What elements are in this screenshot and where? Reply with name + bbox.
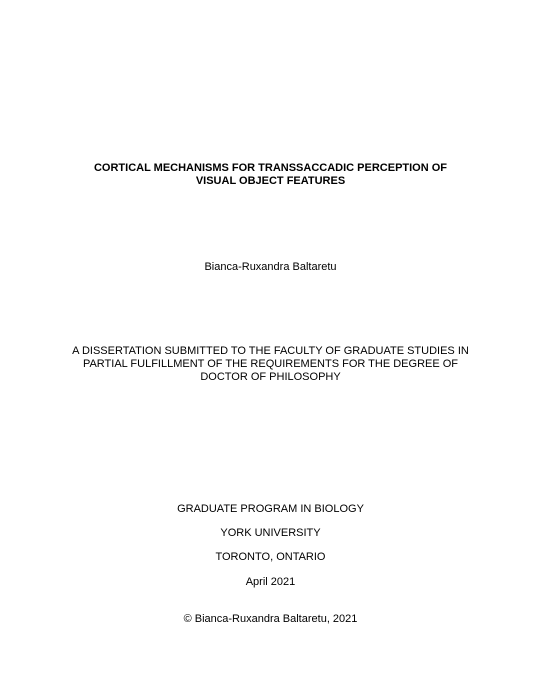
location: TORONTO, ONTARIO	[215, 551, 326, 563]
dissertation-statement	[0, 345, 541, 384]
author-name: Bianca-Ruxandra Baltaretu	[204, 261, 337, 273]
graduate-program: GRADUATE PROGRAM IN BIOLOGY	[177, 503, 364, 515]
university-name: YORK UNIVERSITY	[220, 527, 321, 539]
copyright-notice: © Bianca-Ruxandra Baltaretu, 2021	[183, 613, 358, 625]
statement-line-3: DOCTOR OF PHILOSOPHY	[200, 371, 341, 383]
title-line-2: VISUAL OBJECT FEATURES	[195, 175, 346, 187]
statement-line-1: A DISSERTATION SUBMITTED TO THE FACULTY OF GRADUATE STUDIES IN	[72, 345, 469, 357]
title-line-1: CORTICAL MECHANISMS FOR TRANSSACCADIC PERCEPTION OF	[93, 162, 448, 174]
statement-line-2: PARTIAL FULFILLMENT OF THE REQUIREMENTS FOR THE DEGREE OF	[82, 358, 459, 370]
submission-date: April 2021	[245, 576, 296, 588]
document-title	[0, 162, 541, 188]
